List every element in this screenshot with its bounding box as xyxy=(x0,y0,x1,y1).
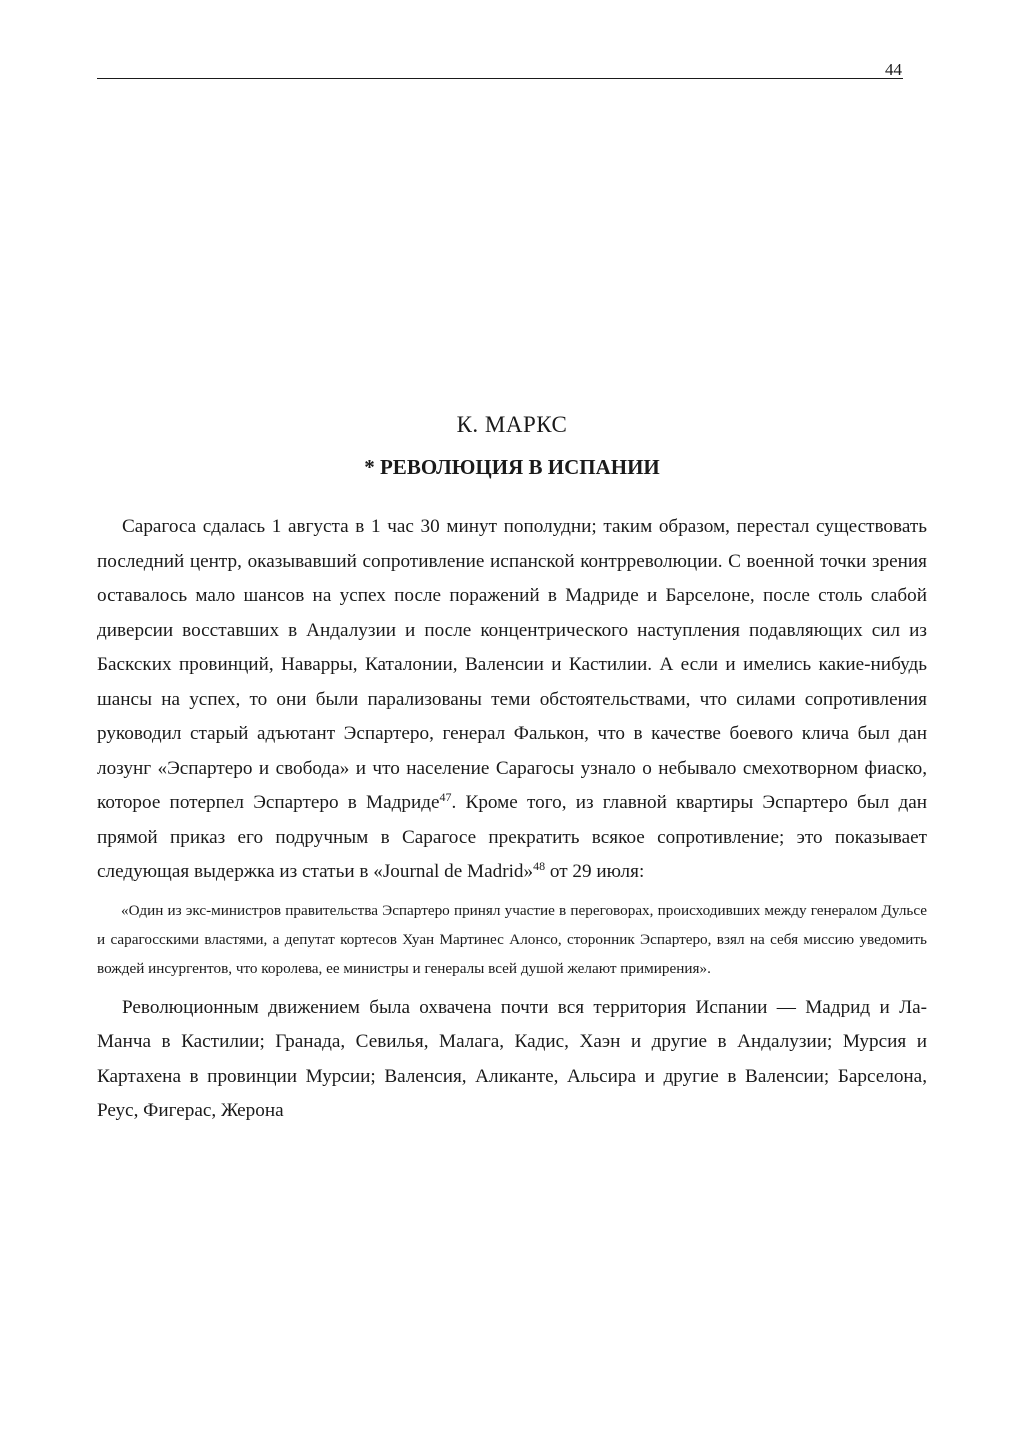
article-title: * РЕВОЛЮЦИЯ В ИСПАНИИ xyxy=(364,455,660,479)
footnote-ref-48: 48 xyxy=(533,859,546,873)
paragraph-1-text-a: Сарагоса сдалась 1 августа в 1 час 30 минут пополудни; таким образом, перестал существовать последний центр, оказывавший сопротивление испанской контрреволюции. С военной точки зрения оставалось мало шансов на успех после поражений в Мадриде и Барселоне, после столь слабой диверсии восставших в Андалузии и после концентрического наступления подавляющих сил из Баскских провинций, Наварры, Каталонии, Валенсии и Кастилии. А если и имелись какие-нибудь шансы на успех, то они были парализованы теми обстоятельствами, что силами сопротивления руководил старый адъютант Эспартеро, генерал Фалькон, что в качестве боевого клича был дан лозунг «Эспартеро и свобода» и что население Сарагосы узнало о небывало смехотворном фиаско, которое потерпел Эспартеро в Мадриде xyxy=(97,516,927,813)
article-body xyxy=(97,510,927,1129)
author-heading: К. МАРКС xyxy=(456,412,568,437)
paragraph-1 xyxy=(97,510,927,890)
block-quote: «Один из экс-министров правительства Эспартеро принял участие в переговорах, происходивших между генералом Дульсе и сарагосскими властями, а депутат кортесов Хуан Мартинес Алонсо, сторонник Эспартеро, взял на себя миссию уведомить вождей инсургентов, что королева, ее министры и генералы всей душой желают примирения». xyxy=(97,901,927,977)
footnote-ref-47: 47 xyxy=(439,790,452,804)
paragraph-1-text-c: от 29 июля: xyxy=(545,861,645,882)
paragraph-1-text-b: . Кроме того, из главной квартиры Эспартеро был дан прямой приказ его подручным в Сарагосе прекратить всякое сопротивление; это показывает следующая выдержка из статьи в «Journal de Madrid» xyxy=(97,792,927,882)
page-number: 44 xyxy=(885,60,902,79)
header-rule xyxy=(97,78,903,79)
paragraph-2: Революционным движением была охвачена почти вся территория Испании — Мадрид и Ла-Манча в Кастилии; Гранада, Севилья, Малага, Кадис, Хаэн и другие в Андалузии; Мурсия и Картахена в провинции Мурсии; Валенсия, Аликанте, Альсира и другие в Валенсии; Барселона, Реус, Фигерас, Жерона xyxy=(97,996,927,1121)
